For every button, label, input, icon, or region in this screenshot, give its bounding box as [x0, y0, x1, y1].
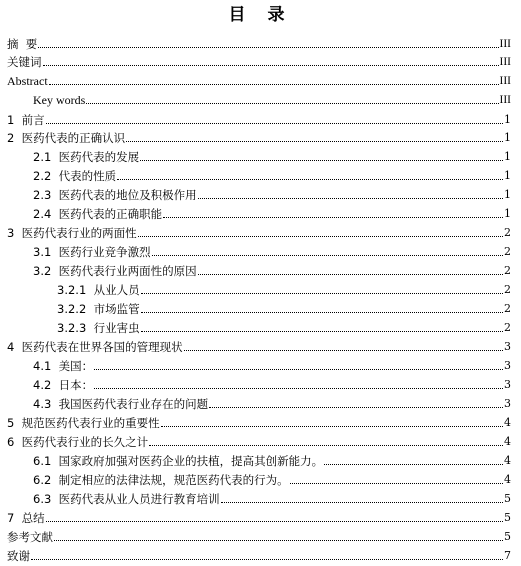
toc-entry-page: III [499, 94, 511, 106]
toc-entry-page: 3 [504, 359, 511, 372]
toc-entry-page: 2 [504, 283, 511, 296]
toc-entry[interactable] [0, 526, 521, 544]
toc-entry-page: 4 [504, 454, 511, 467]
toc-entry-label: Key words [33, 93, 86, 107]
dot-leader [54, 540, 503, 541]
toc-entry-page: 5 [504, 511, 511, 524]
toc-entry-number: 4.3 [33, 397, 59, 411]
toc-entry[interactable] [0, 260, 521, 278]
toc-entry-label: 市场监管 [93, 302, 140, 316]
toc-entry-page: 1 [504, 188, 511, 201]
toc-entry-page: 2 [504, 226, 511, 239]
toc-entry-label: 行业害虫 [93, 321, 140, 335]
toc-entry-page: 2 [504, 302, 511, 315]
toc-entry-number: 5 [7, 416, 22, 430]
toc-entry-number: 2.3 [33, 188, 59, 202]
toc-entry-number: 1 [7, 113, 22, 127]
toc-entry-label: 医药代表的正确职能 [58, 207, 163, 221]
toc-entry-label: 医药代表从业人员进行教育培训 [58, 492, 220, 506]
toc-entry-number: 3.2.1 [57, 283, 94, 297]
toc-entry[interactable] [0, 412, 521, 430]
toc-entry[interactable] [0, 507, 521, 525]
dot-leader [141, 293, 503, 294]
toc-entry-label: 医药代表在世界各国的管理现状 [21, 340, 183, 354]
toc-entry[interactable] [0, 222, 521, 240]
toc-entry[interactable] [0, 109, 521, 127]
toc-entry[interactable] [0, 374, 521, 392]
toc-entry[interactable] [0, 51, 521, 69]
toc-entry[interactable] [0, 355, 521, 373]
toc-entry-page: 2 [504, 264, 511, 277]
toc-entry-page: 3 [504, 397, 511, 410]
dot-leader [138, 236, 503, 237]
toc-entry-label: Abstract [7, 74, 48, 88]
toc-entry[interactable] [0, 336, 521, 354]
toc-entry-number: 2.4 [33, 207, 59, 221]
toc-entry-label: 总结 [21, 511, 45, 525]
dot-leader [94, 388, 503, 389]
toc-entry-label: 美国： [58, 359, 94, 373]
toc-entry-label: 医药代表的地位及积极作用 [58, 188, 197, 202]
toc-entry[interactable] [0, 146, 521, 164]
toc-entry[interactable] [0, 241, 521, 259]
toc-entry-label: 关键词 [7, 55, 42, 69]
dot-leader [141, 331, 503, 332]
toc-entry[interactable] [0, 431, 521, 449]
dot-leader [141, 312, 503, 313]
toc-entry-label: 医药代表行业两面性的原因 [58, 264, 197, 278]
toc-entry-page: 4 [504, 473, 511, 486]
toc-entry-number: 4.2 [33, 378, 59, 392]
toc-entry-page: 1 [504, 113, 511, 126]
toc-entry-label: 从业人员 [93, 283, 140, 297]
toc-entry[interactable] [0, 488, 521, 506]
dot-leader [46, 521, 503, 522]
toc-entry-page: 3 [504, 340, 511, 353]
dot-leader [161, 426, 503, 427]
toc-entry-page: 7 [504, 549, 511, 562]
toc-entry-page: 4 [504, 435, 511, 448]
dot-leader [324, 464, 503, 465]
toc-entry[interactable] [0, 279, 521, 297]
toc-entry[interactable] [0, 317, 521, 335]
toc-entry[interactable] [0, 450, 521, 468]
dot-leader [31, 559, 503, 560]
toc-entry-label: 致谢 [7, 549, 30, 563]
toc-entry[interactable] [0, 203, 521, 221]
dot-leader [221, 502, 503, 503]
toc-entry-label: 规范医药代表行业的重要性 [21, 416, 160, 430]
toc-entry-number: 4.1 [33, 359, 59, 373]
toc-entry[interactable] [0, 33, 521, 51]
toc-entry-page: 2 [504, 245, 511, 258]
toc-entry-number: 3.1 [33, 245, 59, 259]
dot-leader [86, 103, 498, 104]
toc-entry-page: III [499, 75, 511, 87]
dot-leader [184, 350, 503, 351]
dot-leader [126, 141, 503, 142]
dot-leader [149, 445, 503, 446]
toc-entry-number: 6.2 [33, 473, 59, 487]
toc-entry-label: 代表的性质 [58, 169, 117, 183]
toc-entry-label: 国家政府加强对医药企业的扶植，提高其创新能力。 [58, 454, 324, 468]
toc-entry-page: 1 [504, 169, 511, 182]
toc-entry-number: 3 [7, 226, 22, 240]
dot-leader [46, 123, 503, 124]
toc-entry-page: III [499, 56, 511, 68]
toc-entry[interactable] [0, 89, 521, 107]
dot-leader [43, 65, 499, 66]
toc-entry-number: 6.3 [33, 492, 59, 506]
toc-entry-label: 制定相应的法律法规，规范医药代表的行为。 [58, 473, 289, 487]
toc-entry-label: 医药代表行业的长久之计 [21, 435, 149, 449]
dot-leader [38, 47, 498, 48]
toc-entry-page: 3 [504, 378, 511, 391]
toc-title: 目 录 [228, 5, 293, 25]
dot-leader [198, 198, 503, 199]
toc-entry-number: 6.1 [33, 454, 59, 468]
toc-entry-label: 摘 要 [7, 37, 38, 51]
toc-entry-number: 2.1 [33, 150, 59, 164]
toc-entry[interactable] [0, 70, 521, 88]
toc-entry-number: 6 [7, 435, 22, 449]
toc-entry-label: 日本： [58, 378, 94, 392]
toc-entry-number: 2.2 [33, 169, 59, 183]
toc-entry-label: 医药代表的正确认识 [21, 131, 126, 145]
toc-entry[interactable] [0, 298, 521, 316]
toc-entry-page: 1 [504, 150, 511, 163]
dot-leader [94, 369, 503, 370]
toc-entry-page: III [499, 38, 511, 50]
toc-entry[interactable] [0, 127, 521, 145]
toc-entry-page: 1 [504, 131, 511, 144]
dot-leader [290, 483, 503, 484]
toc-entry-page: 1 [504, 207, 511, 220]
toc-entry-label: 医药代表的发展 [58, 150, 140, 164]
dot-leader [49, 84, 499, 85]
toc-entry-page: 5 [504, 492, 511, 505]
dot-leader [209, 407, 503, 408]
toc-entry-page: 5 [504, 530, 511, 543]
toc-entry[interactable] [0, 545, 521, 563]
toc-entry-label: 医药行业竞争激烈 [58, 245, 151, 259]
dot-leader [152, 255, 503, 256]
toc-entry-number: 3.2.2 [57, 302, 94, 316]
toc-entry[interactable] [0, 184, 521, 202]
toc-entry-label: 我国医药代表行业存在的问题 [58, 397, 209, 411]
toc-entry-number: 4 [7, 340, 22, 354]
toc-entry[interactable] [0, 165, 521, 183]
toc-entry-label: 前言 [21, 113, 45, 127]
toc-entry-number: 7 [7, 511, 22, 525]
toc-entry-label: 参考文献 [7, 530, 53, 544]
toc-entry-label: 医药代表行业的两面性 [21, 226, 137, 240]
toc-entry[interactable] [0, 393, 521, 411]
toc-entry-number: 3.2 [33, 264, 59, 278]
toc-entry[interactable] [0, 469, 521, 487]
toc-entry-number: 3.2.3 [57, 321, 94, 335]
toc-entry-page: 4 [504, 416, 511, 429]
dot-leader [117, 179, 503, 180]
toc-entry-page: 2 [504, 321, 511, 334]
dot-leader [163, 217, 503, 218]
dot-leader [140, 160, 503, 161]
toc-entry-number: 2 [7, 131, 22, 145]
dot-leader [198, 274, 503, 275]
